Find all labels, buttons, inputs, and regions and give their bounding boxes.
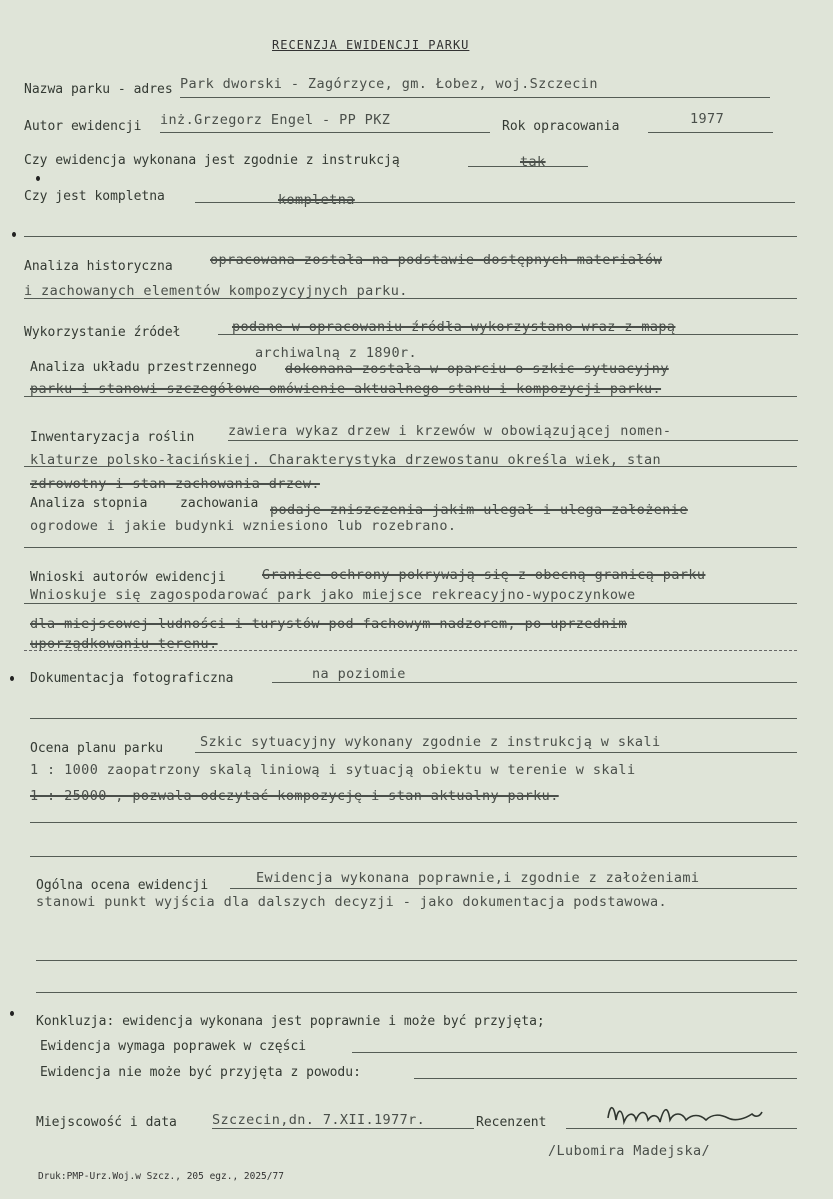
conclusions-value-2: Wnioskuje się zagospodarować park jako miejsce rekreacyjno-wypoczynkowe (30, 587, 636, 603)
conclusion-line-1: Konkluzja: ewidencja wykonana jest poprawnie i może być przyjęta; (36, 1014, 545, 1029)
completeness-label: Czy jest kompletna (24, 189, 165, 204)
preservation-label-2: zachowania (180, 496, 259, 511)
historical-analysis-label: Analiza historyczna (24, 259, 173, 274)
author-value: inż.Grzegorz Engel - PP PKZ (160, 112, 391, 128)
author-label: Autor ewidencji (24, 119, 142, 134)
conclusion-line-3: Ewidencja nie może być przyjęta z powodu: (40, 1065, 361, 1080)
plant-inventory-value-3: zdrowotny i stan zachowania drzew. (30, 476, 320, 492)
place-date-label: Miejscowość i data (36, 1115, 177, 1130)
spatial-analysis-value-2: parku i stanowi szczegółowe omówienie aktualnego stanu i kompozycji parku. (30, 381, 662, 397)
conclusions-value-4: uporządkowaniu terenu. (30, 636, 218, 652)
print-footer: Druk:PMP-Urz.Woj.w Szcz., 205 egz., 2025/77 (38, 1171, 284, 1182)
conclusion-line-2: Ewidencja wymaga poprawek w części (40, 1039, 307, 1054)
spatial-analysis-label: Analiza układu przestrzennego (30, 360, 257, 375)
overall-assessment-value-1: Ewidencja wykonana poprawnie,i zgodnie z założeniami (256, 870, 700, 886)
plant-inventory-value-2: klaturze polsko-łacińskiej. Charakterystyka drzewostanu określa wiek, stan (30, 452, 662, 468)
park-name-value: Park dworski - Zagórzyce, gm. Łobez, woj.Szczecin (180, 76, 598, 92)
year-value: 1977 (690, 111, 725, 127)
reviewer-name: /Lubomira Madejska/ (548, 1143, 711, 1159)
reviewer-label: Recenzent (476, 1115, 547, 1130)
photo-documentation-label: Dokumentacja fotograficzna (30, 671, 234, 686)
instruction-compliance-value: tak (520, 154, 546, 170)
historical-analysis-value-1: opracowana została na podstawie dostępnych materiałów (210, 252, 662, 268)
park-plan-value-2: 1 : 1000 zaopatrzony skalą liniową i sytuacją obiektu w terenie w skali (30, 762, 636, 778)
sources-value-2: archiwalną z 1890r. (255, 345, 418, 361)
photo-documentation-value: na poziomie (312, 666, 406, 682)
spatial-analysis-value-1: dokonana została w oparciu o szkic sytuacyjny (285, 361, 669, 377)
place-date-value: Szczecin,dn. 7.XII.1977r. (212, 1112, 426, 1128)
preservation-label-1: Analiza stopnia (30, 496, 148, 511)
park-name-label: Nazwa parku - adres (24, 82, 173, 97)
completeness-value: kompletna (278, 192, 355, 208)
plant-inventory-label: Inwentaryzacja roślin (30, 430, 195, 445)
sources-value-1: podane w opracowaniu źródła wykorzystano wraz z mapą (232, 319, 676, 335)
park-plan-value-1: Szkic sytuacyjny wykonany zgodnie z instrukcją w skali (200, 734, 661, 750)
year-label: Rok opracowania (502, 119, 620, 134)
conclusions-value-1: Granice ochrony pokrywają się z obecną granicą parku (262, 567, 706, 583)
plant-inventory-value-1: zawiera wykaz drzew i krzewów w obowiązującej nomen- (228, 423, 672, 439)
conclusions-value-3: dla miejscowej ludności i turystów pod fachowym nadzorem, po uprzednim (30, 616, 627, 632)
park-plan-label: Ocena planu parku (30, 741, 164, 756)
historical-analysis-value-2: i zachowanych elementów kompozycyjnych parku. (24, 283, 408, 299)
overall-assessment-label: Ogólna ocena ewidencji (36, 878, 209, 893)
preservation-value-2: ogrodowe i jakie budynki wzniesiono lub rozebrano. (30, 518, 457, 534)
conclusions-label: Wnioski autorów ewidencji (30, 570, 226, 585)
instruction-compliance-label: Czy ewidencja wykonana jest zgodnie z instrukcją (24, 153, 400, 168)
page-title: RECENZJA EWIDENCJI PARKU (272, 38, 470, 52)
sources-label: Wykorzystanie źródeł (24, 325, 181, 340)
park-plan-value-3: 1 : 25000 , pozwala odczytać kompozycję i stan aktualny parku. (30, 788, 559, 804)
preservation-value-1: podaje zniszczenia jakim ulegał i ulega założenie (270, 502, 688, 518)
overall-assessment-value-2: stanowi punkt wyjścia dla dalszych decyzji - jako dokumentacja podstawowa. (36, 894, 668, 910)
